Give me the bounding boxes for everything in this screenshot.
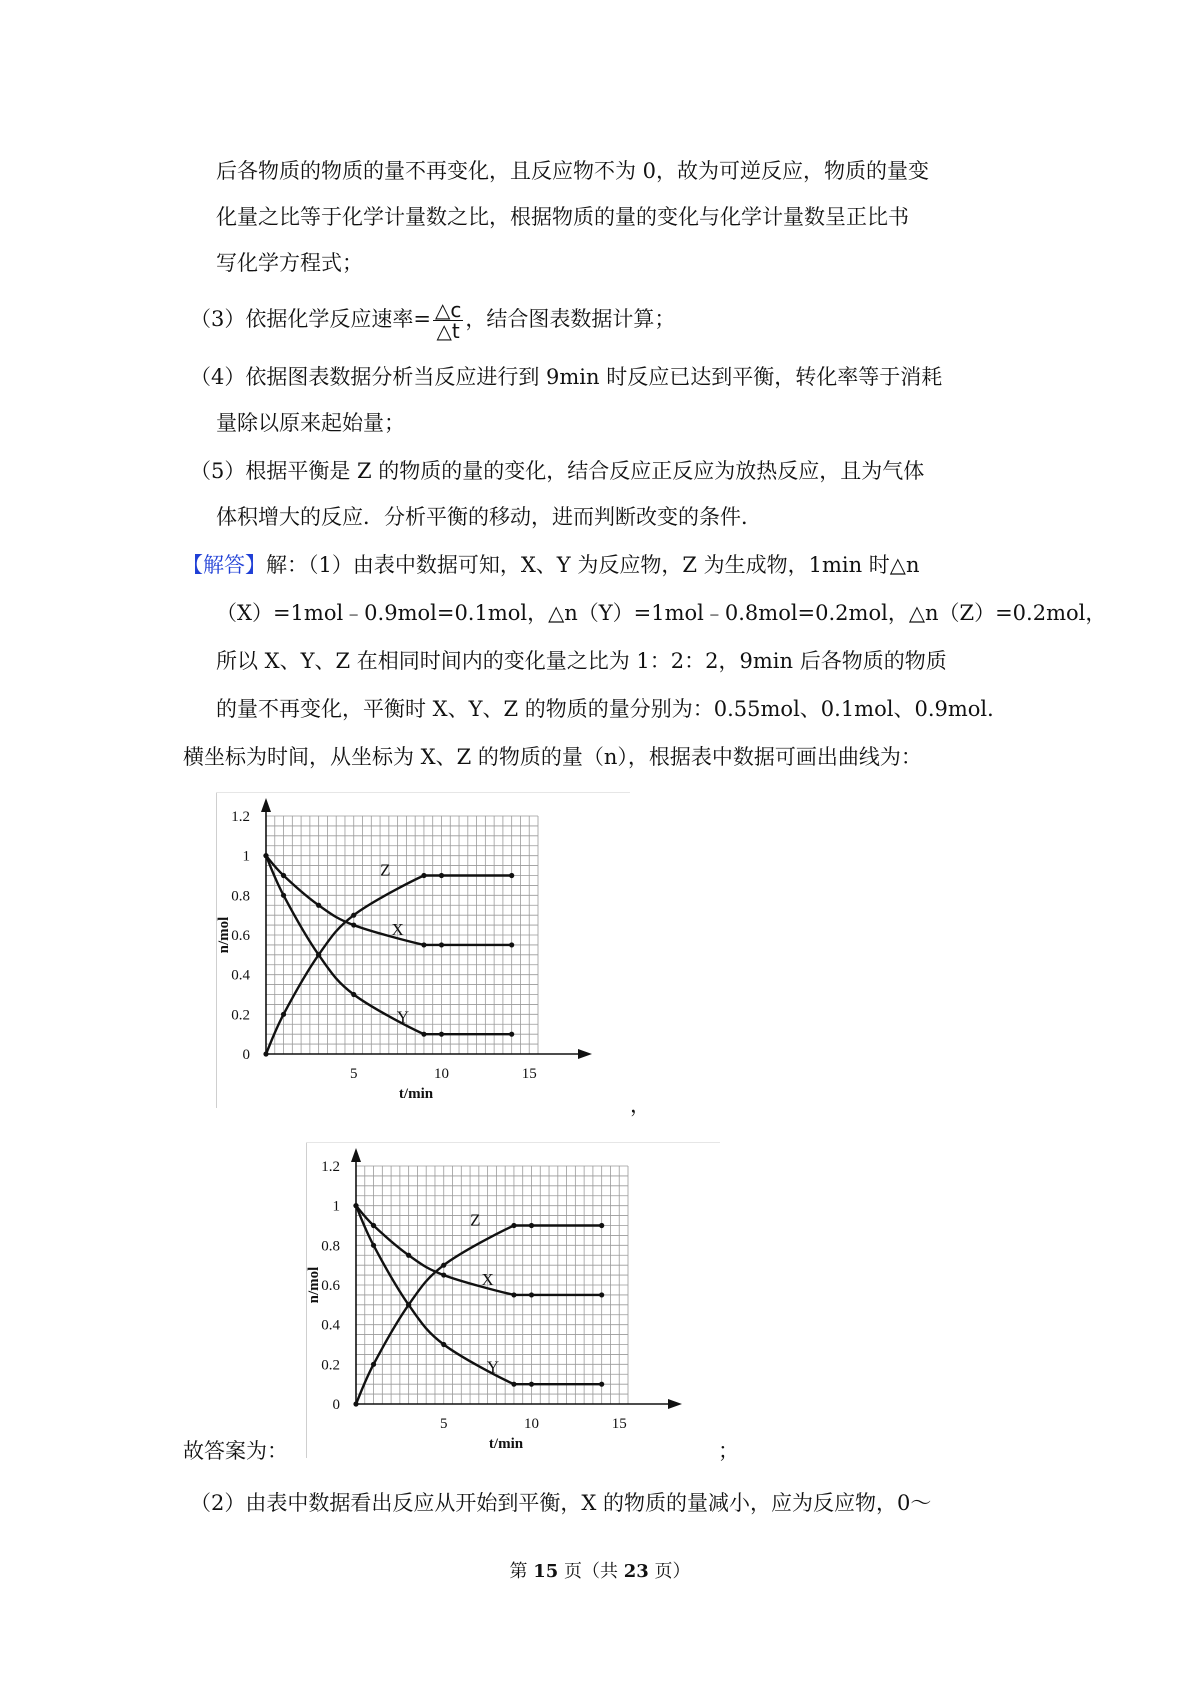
paragraph-line: 横坐标为时间，从坐标为 X、Z 的物质的量（n），根据表中数据可画出曲线为： (183, 745, 922, 769)
series-point-z (421, 873, 426, 878)
series-point-y (599, 1382, 604, 1387)
series-point-z (599, 1223, 604, 1228)
series-point-y (529, 1382, 534, 1387)
series-point-y (421, 1032, 426, 1037)
series-point-y (351, 992, 356, 997)
y-tick-label: 1 (242, 848, 250, 865)
item-3-line (190, 296, 675, 342)
x-tick-label: 15 (521, 1066, 537, 1082)
fraction-denominator: △t (436, 319, 460, 343)
series-point-y (439, 1032, 444, 1037)
paragraph-line: 的量不再变化，平衡时 X、Y、Z 的物质的量分别为：0.55mol、0.1mol、0.9mol． (216, 697, 1009, 721)
x-axis-arrow (668, 1399, 682, 1409)
series-point-x (599, 1292, 604, 1297)
x-tick-label: 15 (611, 1416, 627, 1432)
y-axis-arrow (261, 798, 271, 812)
series-point-z (511, 1223, 516, 1228)
series-point-z (371, 1362, 376, 1367)
footer-suffix: 页） (648, 1561, 691, 1582)
fraction-numerator: △c (434, 298, 462, 322)
paragraph-line: 体积增大的反应．分析平衡的移动，进而判断改变的条件． (216, 505, 762, 529)
series-point-y (511, 1382, 516, 1387)
y-tick-label: 1.2 (321, 1159, 340, 1175)
x-axis-arrow (578, 1049, 592, 1059)
y-tick-label: 0.6 (231, 928, 250, 944)
x-axis-label: t/min (488, 1436, 524, 1452)
y-tick-label: 0.2 (231, 1007, 250, 1024)
paragraph-line: （2）由表中数据看出反应从开始到平衡，X 的物质的量减小，应为反应物，0～ (190, 1491, 932, 1515)
item-3-after: ，结合图表数据计算； (465, 307, 676, 331)
paragraph-line: （X）=1mol﹣0.9mol=0.1mol，△n（Y）=1mol﹣0.8mol=0.2mol，△n（Z）=0.2mol， (216, 601, 1107, 625)
chart-2 (306, 1142, 720, 1458)
series-point-z (316, 952, 321, 957)
y-tick-label: 0.4 (231, 967, 250, 984)
y-axis-label: n/mol (216, 916, 232, 954)
series-label-z: Z (380, 860, 391, 880)
chart-1-trailing-comma: ， (630, 1093, 651, 1117)
series-point-x (406, 1253, 411, 1258)
series-point-z (263, 1051, 268, 1056)
y-tick-label: 1.2 (231, 809, 250, 825)
y-tick-label: 0 (242, 1047, 250, 1063)
series-point-z (406, 1302, 411, 1307)
y-axis-arrow (351, 1148, 361, 1162)
series-point-x (511, 1292, 516, 1297)
y-tick-label: 0 (332, 1397, 340, 1413)
series-point-z (351, 913, 356, 918)
chart-1-svg (216, 792, 630, 1108)
x-tick-label: 5 (439, 1416, 448, 1432)
footer-total-pages: 23 (623, 1561, 649, 1582)
answer-text: 解：（1）由表中数据可知，X、Y 为反应物，Z 为生成物，1min 时△n (266, 553, 920, 577)
series-point-y (441, 1342, 446, 1347)
item-3-before: （3）依据化学反应速率= (190, 307, 431, 331)
series-point-x (421, 942, 426, 947)
series-point-z (439, 873, 444, 878)
series-point-z (441, 1263, 446, 1268)
paragraph-line: 后各物质的物质的量不再变化，且反应物不为 0，故为可逆反应，物质的量变 (216, 159, 930, 183)
paragraph-line: 量除以原来起始量； (216, 411, 405, 435)
answer-line (182, 550, 919, 580)
paragraph-line: 所以 X、Y、Z 在相同时间内的变化量之比为 1：2：2，9min 后各物质的物质 (216, 649, 947, 673)
footer-middle: 页（共 (558, 1561, 624, 1582)
series-point-x (439, 942, 444, 947)
series-label-x: X (481, 1270, 494, 1289)
x-tick-label: 10 (523, 1416, 539, 1432)
y-tick-label: 0.2 (321, 1357, 340, 1374)
paragraph-line: （4）依据图表数据分析当反应进行到 9min 时反应已达到平衡，转化率等于消耗 (190, 365, 943, 389)
series-point-x (441, 1272, 446, 1277)
y-tick-label: 1 (332, 1198, 340, 1215)
x-tick-label: 5 (349, 1066, 358, 1082)
x-axis-label: t/min (398, 1086, 434, 1102)
y-tick-label: 0.6 (321, 1278, 340, 1294)
x-tick-label: 10 (433, 1066, 449, 1082)
series-label-y: Y (486, 1357, 500, 1377)
series-point-z (281, 1012, 286, 1017)
y-tick-label: 0.8 (231, 888, 250, 905)
paragraph-line: 写化学方程式； (216, 251, 363, 275)
series-point-x (316, 903, 321, 908)
rate-fraction (433, 300, 463, 341)
series-point-y (353, 1203, 358, 1208)
series-point-y (371, 1243, 376, 1248)
series-point-z (509, 873, 514, 878)
y-tick-label: 0.4 (321, 1317, 340, 1334)
chart-2-trailing-semicolon: ； (718, 1439, 739, 1463)
series-label-z: Z (470, 1210, 481, 1230)
chart-1 (216, 792, 630, 1108)
answer-label: 故答案为： (183, 1439, 288, 1463)
chart-2-svg (306, 1142, 720, 1458)
series-label-y: Y (396, 1007, 410, 1027)
series-label-x: X (391, 920, 404, 939)
y-axis-label: n/mol (306, 1266, 322, 1304)
page-footer (0, 1557, 1200, 1583)
series-point-y (263, 853, 268, 858)
series-point-x (529, 1292, 534, 1297)
answer-tag: 【解答】 (182, 553, 266, 577)
series-point-y (509, 1032, 514, 1037)
series-point-x (351, 922, 356, 927)
series-point-z (529, 1223, 534, 1228)
series-point-x (371, 1223, 376, 1228)
footer-prefix: 第 (509, 1561, 534, 1582)
series-point-x (509, 942, 514, 947)
series-point-z (353, 1401, 358, 1406)
series-point-x (281, 873, 286, 878)
paragraph-line: （5）根据平衡是 Z 的物质的量的变化，结合反应正反应为放热反应，且为气体 (190, 459, 925, 483)
paragraph-line: 化量之比等于化学计量数之比，根据物质的量的变化与化学计量数呈正比书 (216, 205, 909, 229)
footer-page-number: 15 (533, 1561, 559, 1582)
y-tick-label: 0.8 (321, 1238, 340, 1255)
series-point-y (281, 893, 286, 898)
